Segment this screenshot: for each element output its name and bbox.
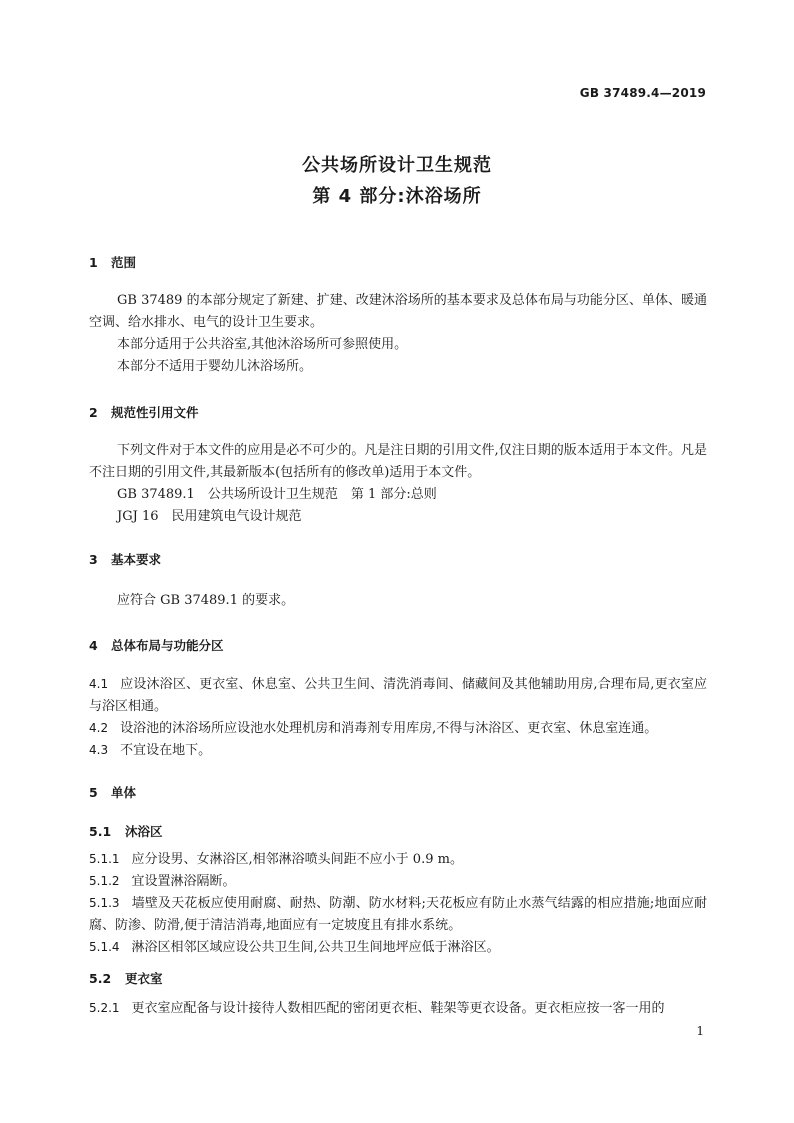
clause-number: 5.2.1: [89, 1001, 120, 1015]
section-2-paragraph-1: 下列文件对于本文件的应用是必不可少的。凡是注日期的引用文件,仅注日期的版本适用于本文件。凡是不注日期的引用文件,其最新版本(包括所有的修改单)适用于本文件。: [89, 443, 707, 480]
clause-4-3: [89, 739, 707, 762]
clause-5-1-2: [89, 870, 707, 893]
clause-5-1-3: [89, 892, 707, 937]
clause-text: 设浴池的沐浴场所应设池水处理机房和消毒剂专用库房,不得与沐浴区、更衣室、休息室连通。: [120, 721, 658, 736]
document-subtitle: 第 4 部分:沐浴场所: [312, 186, 482, 207]
clause-text: 应设沐浴区、更衣室、休息室、公共卫生间、清洗消毒间、储藏间及其他辅助用房,合理布局,更衣室应与浴区相通。: [89, 677, 707, 714]
standard-code: GB 37489.4—2019: [579, 86, 706, 100]
section-number: 5.2: [89, 971, 112, 986]
section-5-2-heading: [89, 969, 163, 987]
clause-number: 5.1.2: [89, 874, 120, 888]
clause-number: 5.1.3: [89, 896, 120, 910]
clause-4-1: [89, 673, 707, 718]
section-title: 规范性引用文件: [111, 405, 199, 420]
clause-text: 宜设置淋浴隔断。: [131, 874, 236, 889]
section-1-heading: [89, 253, 136, 271]
clause-text: 墙壁及天花板应使用耐腐、耐热、防潮、防水材料;天花板应有防止水蒸气结露的相应措施;地面应耐腐、防渗、防滑,便于清洁消毒,地面应有一定坡度且有排水系统。: [89, 896, 707, 933]
section-title: 范围: [111, 255, 137, 270]
clause-text: 淋浴区相邻区域应设公共卫生间,公共卫生间地坪应低于淋浴区。: [131, 940, 500, 955]
section-number: 1: [89, 255, 98, 270]
clause-4-2: [89, 717, 707, 740]
section-4-heading: [89, 636, 224, 654]
clause-text: 不宜设在地下。: [120, 743, 212, 758]
section-title: 单体: [111, 785, 137, 800]
reference-jgj-16: JGJ 16 民用建筑电气设计规范: [117, 509, 302, 524]
page-number: 1: [696, 1024, 704, 1038]
section-title: 沐浴区: [125, 824, 163, 839]
clause-number: 4.2: [89, 721, 109, 735]
document-title: 公共场所设计卫生规范: [302, 155, 492, 176]
reference-gb-37489-1: GB 37489.1 公共场所设计卫生规范 第 1 部分:总则: [117, 487, 437, 502]
clause-number: 4.3: [89, 743, 109, 757]
section-number: 5: [89, 785, 98, 800]
clause-5-2-1: [89, 997, 707, 1020]
section-5-1-heading: [89, 822, 163, 840]
section-title: 基本要求: [111, 552, 162, 567]
section-1-paragraph-2: 本部分适用于公共浴室,其他沐浴场所可参照使用。: [117, 337, 408, 352]
clause-5-1-4: [89, 936, 707, 959]
clause-text: 应分设男、女淋浴区,相邻淋浴喷头间距不应小于 0.9 m。: [131, 852, 463, 867]
section-5-heading: [89, 783, 136, 801]
section-1-paragraph-3: 本部分不适用于婴幼儿沐浴场所。: [117, 359, 313, 374]
section-number: 5.1: [89, 824, 112, 839]
clause-number: 4.1: [89, 677, 109, 691]
section-title: 总体布局与功能分区: [111, 638, 224, 653]
section-number: 2: [89, 405, 98, 420]
section-3-heading: [89, 550, 161, 568]
clause-number: 5.1.4: [89, 940, 120, 954]
clause-number: 5.1.1: [89, 852, 120, 866]
clause-5-1-1: [89, 848, 707, 871]
clause-text: 更衣室应配备与设计接待人数相匹配的密闭更衣柜、鞋架等更衣设备。更衣柜应按一客一用的: [131, 1001, 665, 1016]
section-2-heading: [89, 403, 199, 421]
section-1-paragraph-1: GB 37489 的本部分规定了新建、扩建、改建沐浴场所的基本要求及总体布局与功能分区、单体、暖通空调、给水排水、电气的设计卫生要求。: [89, 293, 707, 330]
section-3-paragraph-1: 应符合 GB 37489.1 的要求。: [117, 593, 295, 608]
section-number: 3: [89, 552, 98, 567]
section-title: 更衣室: [125, 971, 163, 986]
section-number: 4: [89, 638, 98, 653]
